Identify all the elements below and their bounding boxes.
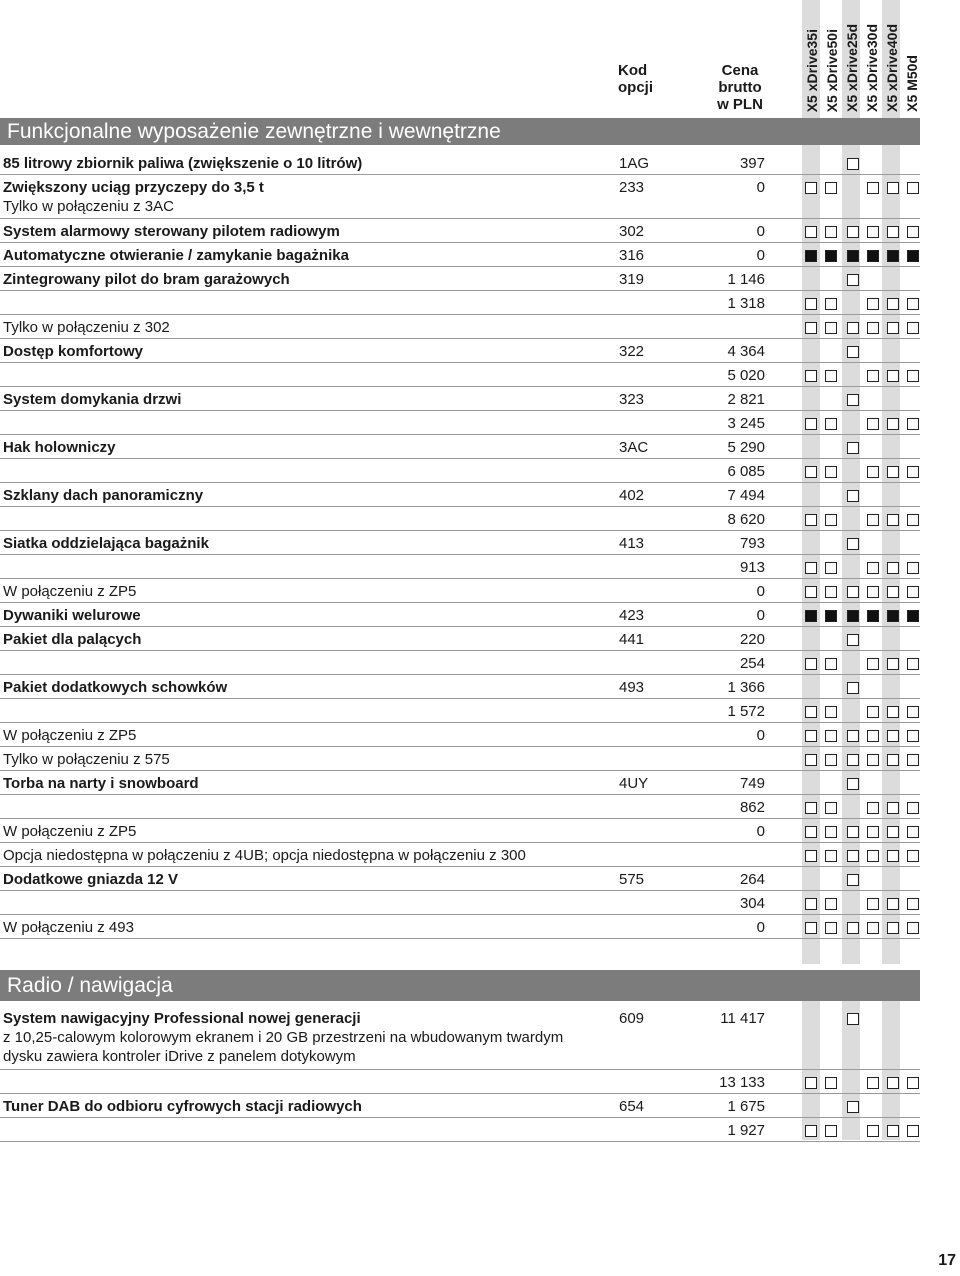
option-name: W połączeniu z ZP5 — [3, 583, 137, 600]
table-row — [0, 531, 920, 555]
optional-equipment-marker — [805, 586, 817, 598]
table-row — [0, 243, 920, 267]
optional-equipment-marker — [847, 682, 859, 694]
optional-equipment-marker — [847, 634, 859, 646]
optional-equipment-marker — [887, 322, 899, 334]
optional-equipment-marker — [907, 658, 919, 670]
table-row — [0, 651, 920, 675]
optional-equipment-marker — [825, 418, 837, 430]
option-code: 322 — [619, 343, 645, 360]
option-name: W połączeniu z ZP5 — [3, 727, 137, 744]
standard-equipment-marker — [805, 610, 817, 622]
page-number: 17 — [938, 1252, 956, 1269]
optional-equipment-marker — [907, 586, 919, 598]
optional-equipment-marker — [867, 226, 879, 238]
optional-equipment-marker — [825, 298, 837, 310]
model-header: X5 xDrive35i — [804, 28, 820, 112]
option-note: z 10,25-calowym kolorowym ekranem i 20 GB przestrzeni na wbudowanym twardym dysku zawiera kontroler iDrive z panelem dotykowym — [3, 1029, 564, 1065]
optional-equipment-marker — [825, 706, 837, 718]
optional-equipment-marker — [887, 1077, 899, 1089]
optional-equipment-marker — [867, 922, 879, 934]
optional-equipment-marker — [887, 898, 899, 910]
table-row — [0, 483, 920, 507]
optional-equipment-marker — [887, 826, 899, 838]
option-price: 793 — [739, 535, 765, 552]
table-row — [0, 891, 920, 915]
option-price: 1 366 — [727, 679, 765, 696]
table-row — [0, 675, 920, 699]
optional-equipment-marker — [887, 1125, 899, 1137]
option-price: 0 — [756, 583, 765, 600]
optional-equipment-marker — [847, 778, 859, 790]
optional-equipment-marker — [805, 226, 817, 238]
optional-equipment-marker — [847, 346, 859, 358]
optional-equipment-marker — [847, 274, 859, 286]
optional-equipment-marker — [867, 850, 879, 862]
option-price: 0 — [756, 223, 765, 240]
standard-equipment-marker — [805, 250, 817, 262]
optional-equipment-marker — [847, 490, 859, 502]
option-code: 609 — [619, 1010, 645, 1027]
optional-equipment-marker — [867, 418, 879, 430]
optional-equipment-marker — [867, 658, 879, 670]
optional-equipment-marker — [907, 562, 919, 574]
option-price: 0 — [756, 823, 765, 840]
option-name: Dodatkowe gniazda 12 V — [3, 871, 179, 888]
option-price: 7 494 — [727, 487, 765, 504]
optional-equipment-marker — [867, 514, 879, 526]
option-price: 1 318 — [727, 295, 765, 312]
option-price: 0 — [756, 179, 765, 196]
option-price: 749 — [739, 775, 765, 792]
option-name: Tylko w połączeniu z 575 — [3, 751, 170, 768]
optional-equipment-marker — [825, 802, 837, 814]
optional-equipment-marker — [907, 370, 919, 382]
option-code: 233 — [619, 179, 645, 196]
optional-equipment-marker — [847, 826, 859, 838]
table-row — [0, 339, 920, 363]
optional-equipment-marker — [805, 514, 817, 526]
optional-equipment-marker — [907, 466, 919, 478]
optional-equipment-marker — [867, 322, 879, 334]
model-header: X5 xDrive30d — [864, 24, 880, 112]
optional-equipment-marker — [867, 586, 879, 598]
option-price: 220 — [739, 631, 765, 648]
optional-equipment-marker — [867, 562, 879, 574]
optional-equipment-marker — [825, 898, 837, 910]
standard-equipment-marker — [907, 610, 919, 622]
optional-equipment-marker — [907, 298, 919, 310]
optional-equipment-marker — [907, 802, 919, 814]
option-code: 654 — [619, 1098, 645, 1115]
optional-equipment-marker — [847, 442, 859, 454]
option-price: 913 — [739, 559, 765, 576]
section-title: Funkcjonalne wyposażenie zewnętrzne i wewnętrzne — [0, 118, 920, 145]
table-row — [0, 843, 920, 867]
optional-equipment-marker — [825, 226, 837, 238]
option-price: 2 821 — [727, 391, 765, 408]
model-header: X5 M50d — [904, 55, 920, 112]
option-price: 0 — [756, 727, 765, 744]
option-name: System alarmowy sterowany pilotem radiowym — [3, 223, 340, 240]
optional-equipment-marker — [805, 922, 817, 934]
optional-equipment-marker — [825, 466, 837, 478]
option-price: 0 — [756, 919, 765, 936]
table-row — [0, 747, 920, 771]
standard-equipment-marker — [847, 250, 859, 262]
optional-equipment-marker — [887, 514, 899, 526]
optional-equipment-marker — [825, 754, 837, 766]
optional-equipment-marker — [907, 418, 919, 430]
option-code: 319 — [619, 271, 645, 288]
optional-equipment-marker — [847, 394, 859, 406]
model-header: X5 xDrive25d — [844, 24, 860, 112]
option-name: Torba na narty i snowboard — [3, 775, 199, 792]
option-name: W połączeniu z ZP5 — [3, 823, 137, 840]
table-row — [0, 175, 920, 219]
option-code: 423 — [619, 607, 645, 624]
optional-equipment-marker — [805, 850, 817, 862]
optional-equipment-marker — [867, 706, 879, 718]
option-name: Szklany dach panoramiczny — [3, 487, 204, 504]
table-row — [0, 411, 920, 435]
optional-equipment-marker — [805, 466, 817, 478]
optional-equipment-marker — [907, 922, 919, 934]
optional-equipment-marker — [887, 922, 899, 934]
option-price: 0 — [756, 607, 765, 624]
option-code: 302 — [619, 223, 645, 240]
option-code: 4UY — [619, 775, 649, 792]
option-name: Pakiet dla palących — [3, 631, 142, 648]
standard-equipment-marker — [887, 610, 899, 622]
option-price: 1 146 — [727, 271, 765, 288]
table-row — [0, 771, 920, 795]
optional-equipment-marker — [847, 874, 859, 886]
optional-equipment-marker — [907, 898, 919, 910]
option-price: 0 — [756, 247, 765, 264]
optional-equipment-marker — [825, 730, 837, 742]
optional-equipment-marker — [907, 1125, 919, 1137]
optional-equipment-marker — [907, 850, 919, 862]
table-row — [0, 507, 920, 531]
optional-equipment-marker — [887, 658, 899, 670]
table-row — [0, 291, 920, 315]
optional-equipment-marker — [847, 158, 859, 170]
table-row — [0, 151, 920, 175]
optional-equipment-marker — [847, 538, 859, 550]
optional-equipment-marker — [867, 898, 879, 910]
optional-equipment-marker — [847, 1101, 859, 1113]
optional-equipment-marker — [887, 226, 899, 238]
optional-equipment-marker — [805, 418, 817, 430]
optional-equipment-marker — [825, 586, 837, 598]
optional-equipment-marker — [887, 298, 899, 310]
optional-equipment-marker — [805, 370, 817, 382]
optional-equipment-marker — [847, 754, 859, 766]
option-name: Hak holowniczy — [3, 439, 116, 456]
optional-equipment-marker — [805, 182, 817, 194]
table-row — [0, 315, 920, 339]
standard-equipment-marker — [825, 250, 837, 262]
table-row — [0, 1006, 920, 1070]
optional-equipment-marker — [805, 1125, 817, 1137]
option-name: Tuner DAB do odbioru cyfrowych stacji radiowych — [3, 1098, 362, 1115]
optional-equipment-marker — [887, 418, 899, 430]
optional-equipment-marker — [887, 370, 899, 382]
standard-equipment-marker — [907, 250, 919, 262]
table-row — [0, 867, 920, 891]
optional-equipment-marker — [887, 850, 899, 862]
optional-equipment-marker — [825, 370, 837, 382]
optional-equipment-marker — [825, 658, 837, 670]
option-code: 493 — [619, 679, 645, 696]
optional-equipment-marker — [867, 754, 879, 766]
standard-equipment-marker — [825, 610, 837, 622]
table-row — [0, 723, 920, 747]
option-price: 1 675 — [727, 1098, 765, 1115]
optional-equipment-marker — [805, 754, 817, 766]
option-name: System nawigacyjny Professional nowej generacji z 10,25-calowym kolorowym ekranem i 20 GB przestrzeni na wbudowanym twardym dysku zawiera kontroler iDrive z panelem dotykowym — [3, 1010, 564, 1065]
model-header: X5 xDrive50i — [824, 28, 840, 112]
table-row — [0, 1118, 920, 1142]
option-name: Siatka oddzielająca bagażnik — [3, 535, 209, 552]
optional-equipment-marker — [805, 1077, 817, 1089]
table-row — [0, 819, 920, 843]
section-title: Radio / nawigacja — [0, 970, 920, 1001]
option-code: 316 — [619, 247, 645, 264]
optional-equipment-marker — [805, 562, 817, 574]
option-name: Tylko w połączeniu z 302 — [3, 319, 170, 336]
optional-equipment-marker — [887, 802, 899, 814]
optional-equipment-marker — [907, 706, 919, 718]
option-name: Dostęp komfortowy — [3, 343, 144, 360]
option-price: 13 133 — [719, 1074, 765, 1091]
optional-equipment-marker — [887, 182, 899, 194]
optional-equipment-marker — [805, 730, 817, 742]
optional-equipment-marker — [867, 1125, 879, 1137]
optional-equipment-marker — [867, 298, 879, 310]
option-name: System domykania drzwi — [3, 391, 182, 408]
option-price: 1 572 — [727, 703, 765, 720]
optional-equipment-marker — [825, 514, 837, 526]
optional-equipment-marker — [825, 322, 837, 334]
optional-equipment-marker — [867, 1077, 879, 1089]
optional-equipment-marker — [887, 466, 899, 478]
optional-equipment-marker — [907, 514, 919, 526]
table-row — [0, 579, 920, 603]
option-code: 323 — [619, 391, 645, 408]
optional-equipment-marker — [907, 322, 919, 334]
optional-equipment-marker — [907, 754, 919, 766]
optional-equipment-marker — [867, 826, 879, 838]
option-price: 5 290 — [727, 439, 765, 456]
optional-equipment-marker — [867, 466, 879, 478]
table-row — [0, 555, 920, 579]
standard-equipment-marker — [867, 250, 879, 262]
optional-equipment-marker — [907, 182, 919, 194]
option-name: Zintegrowany pilot do bram garażowych — [3, 271, 290, 288]
option-price: 6 085 — [727, 463, 765, 480]
standard-equipment-marker — [867, 610, 879, 622]
table-row — [0, 915, 920, 939]
option-name: 85 litrowy zbiornik paliwa (zwiększenie o 10 litrów) — [3, 155, 363, 172]
table-row — [0, 699, 920, 723]
optional-equipment-marker — [887, 730, 899, 742]
header-code: Kod opcji — [618, 62, 654, 96]
option-code: 1AG — [619, 155, 650, 172]
option-price: 397 — [739, 155, 765, 172]
optional-equipment-marker — [805, 802, 817, 814]
optional-equipment-marker — [867, 182, 879, 194]
optional-equipment-marker — [825, 1125, 837, 1137]
optional-equipment-marker — [847, 850, 859, 862]
option-name: Pakiet dodatkowych schowków — [3, 679, 228, 696]
table-row — [0, 459, 920, 483]
option-price: 4 364 — [727, 343, 765, 360]
option-name: Opcja niedostępna w połączeniu z 4UB; opcja niedostępna w połączeniu z 300 — [3, 847, 526, 864]
standard-equipment-marker — [887, 250, 899, 262]
optional-equipment-marker — [847, 586, 859, 598]
option-name: Automatyczne otwieranie / zamykanie bagażnika — [3, 247, 349, 264]
option-name: Dywaniki welurowe — [3, 607, 141, 624]
optional-equipment-marker — [805, 826, 817, 838]
optional-equipment-marker — [867, 370, 879, 382]
optional-equipment-marker — [887, 586, 899, 598]
option-code: 441 — [619, 631, 645, 648]
optional-equipment-marker — [847, 1013, 859, 1025]
table-row — [0, 435, 920, 459]
header-price: Cena brutto w PLN — [717, 62, 763, 113]
option-note: Tylko w połączeniu z 3AC — [3, 198, 174, 215]
optional-equipment-marker — [887, 562, 899, 574]
table-row — [0, 795, 920, 819]
optional-equipment-marker — [825, 922, 837, 934]
optional-equipment-marker — [825, 826, 837, 838]
optional-equipment-marker — [907, 730, 919, 742]
table-row — [0, 627, 920, 651]
option-name: Zwiększony uciąg przyczepy do 3,5 t Tylko w połączeniu z 3AC — [3, 179, 264, 215]
option-price: 254 — [739, 655, 765, 672]
optional-equipment-marker — [867, 730, 879, 742]
optional-equipment-marker — [847, 730, 859, 742]
optional-equipment-marker — [805, 322, 817, 334]
optional-equipment-marker — [805, 298, 817, 310]
option-price: 862 — [739, 799, 765, 816]
table-row — [0, 387, 920, 411]
option-price: 304 — [739, 895, 765, 912]
table-row — [0, 363, 920, 387]
optional-equipment-marker — [825, 182, 837, 194]
option-price: 3 245 — [727, 415, 765, 432]
option-price: 264 — [739, 871, 765, 888]
optional-equipment-marker — [825, 562, 837, 574]
option-price: 8 620 — [727, 511, 765, 528]
optional-equipment-marker — [907, 226, 919, 238]
table-row — [0, 1094, 920, 1118]
table-row — [0, 219, 920, 243]
optional-equipment-marker — [887, 754, 899, 766]
table-row — [0, 267, 920, 291]
option-price: 5 020 — [727, 367, 765, 384]
option-price: 1 927 — [727, 1122, 765, 1139]
model-header: X5 xDrive40d — [884, 24, 900, 112]
optional-equipment-marker — [805, 658, 817, 670]
optional-equipment-marker — [805, 898, 817, 910]
option-name: W połączeniu z 493 — [3, 919, 134, 936]
optional-equipment-marker — [907, 1077, 919, 1089]
optional-equipment-marker — [907, 826, 919, 838]
optional-equipment-marker — [887, 706, 899, 718]
option-code: 402 — [619, 487, 645, 504]
optional-equipment-marker — [805, 706, 817, 718]
optional-equipment-marker — [847, 922, 859, 934]
optional-equipment-marker — [825, 1077, 837, 1089]
optional-equipment-marker — [847, 322, 859, 334]
option-price: 11 417 — [720, 1010, 765, 1027]
option-code: 413 — [619, 535, 645, 552]
optional-equipment-marker — [867, 802, 879, 814]
option-code: 575 — [619, 871, 645, 888]
table-row — [0, 1070, 920, 1094]
standard-equipment-marker — [847, 610, 859, 622]
option-code: 3AC — [619, 439, 649, 456]
optional-equipment-marker — [825, 850, 837, 862]
table-row — [0, 603, 920, 627]
optional-equipment-marker — [847, 226, 859, 238]
